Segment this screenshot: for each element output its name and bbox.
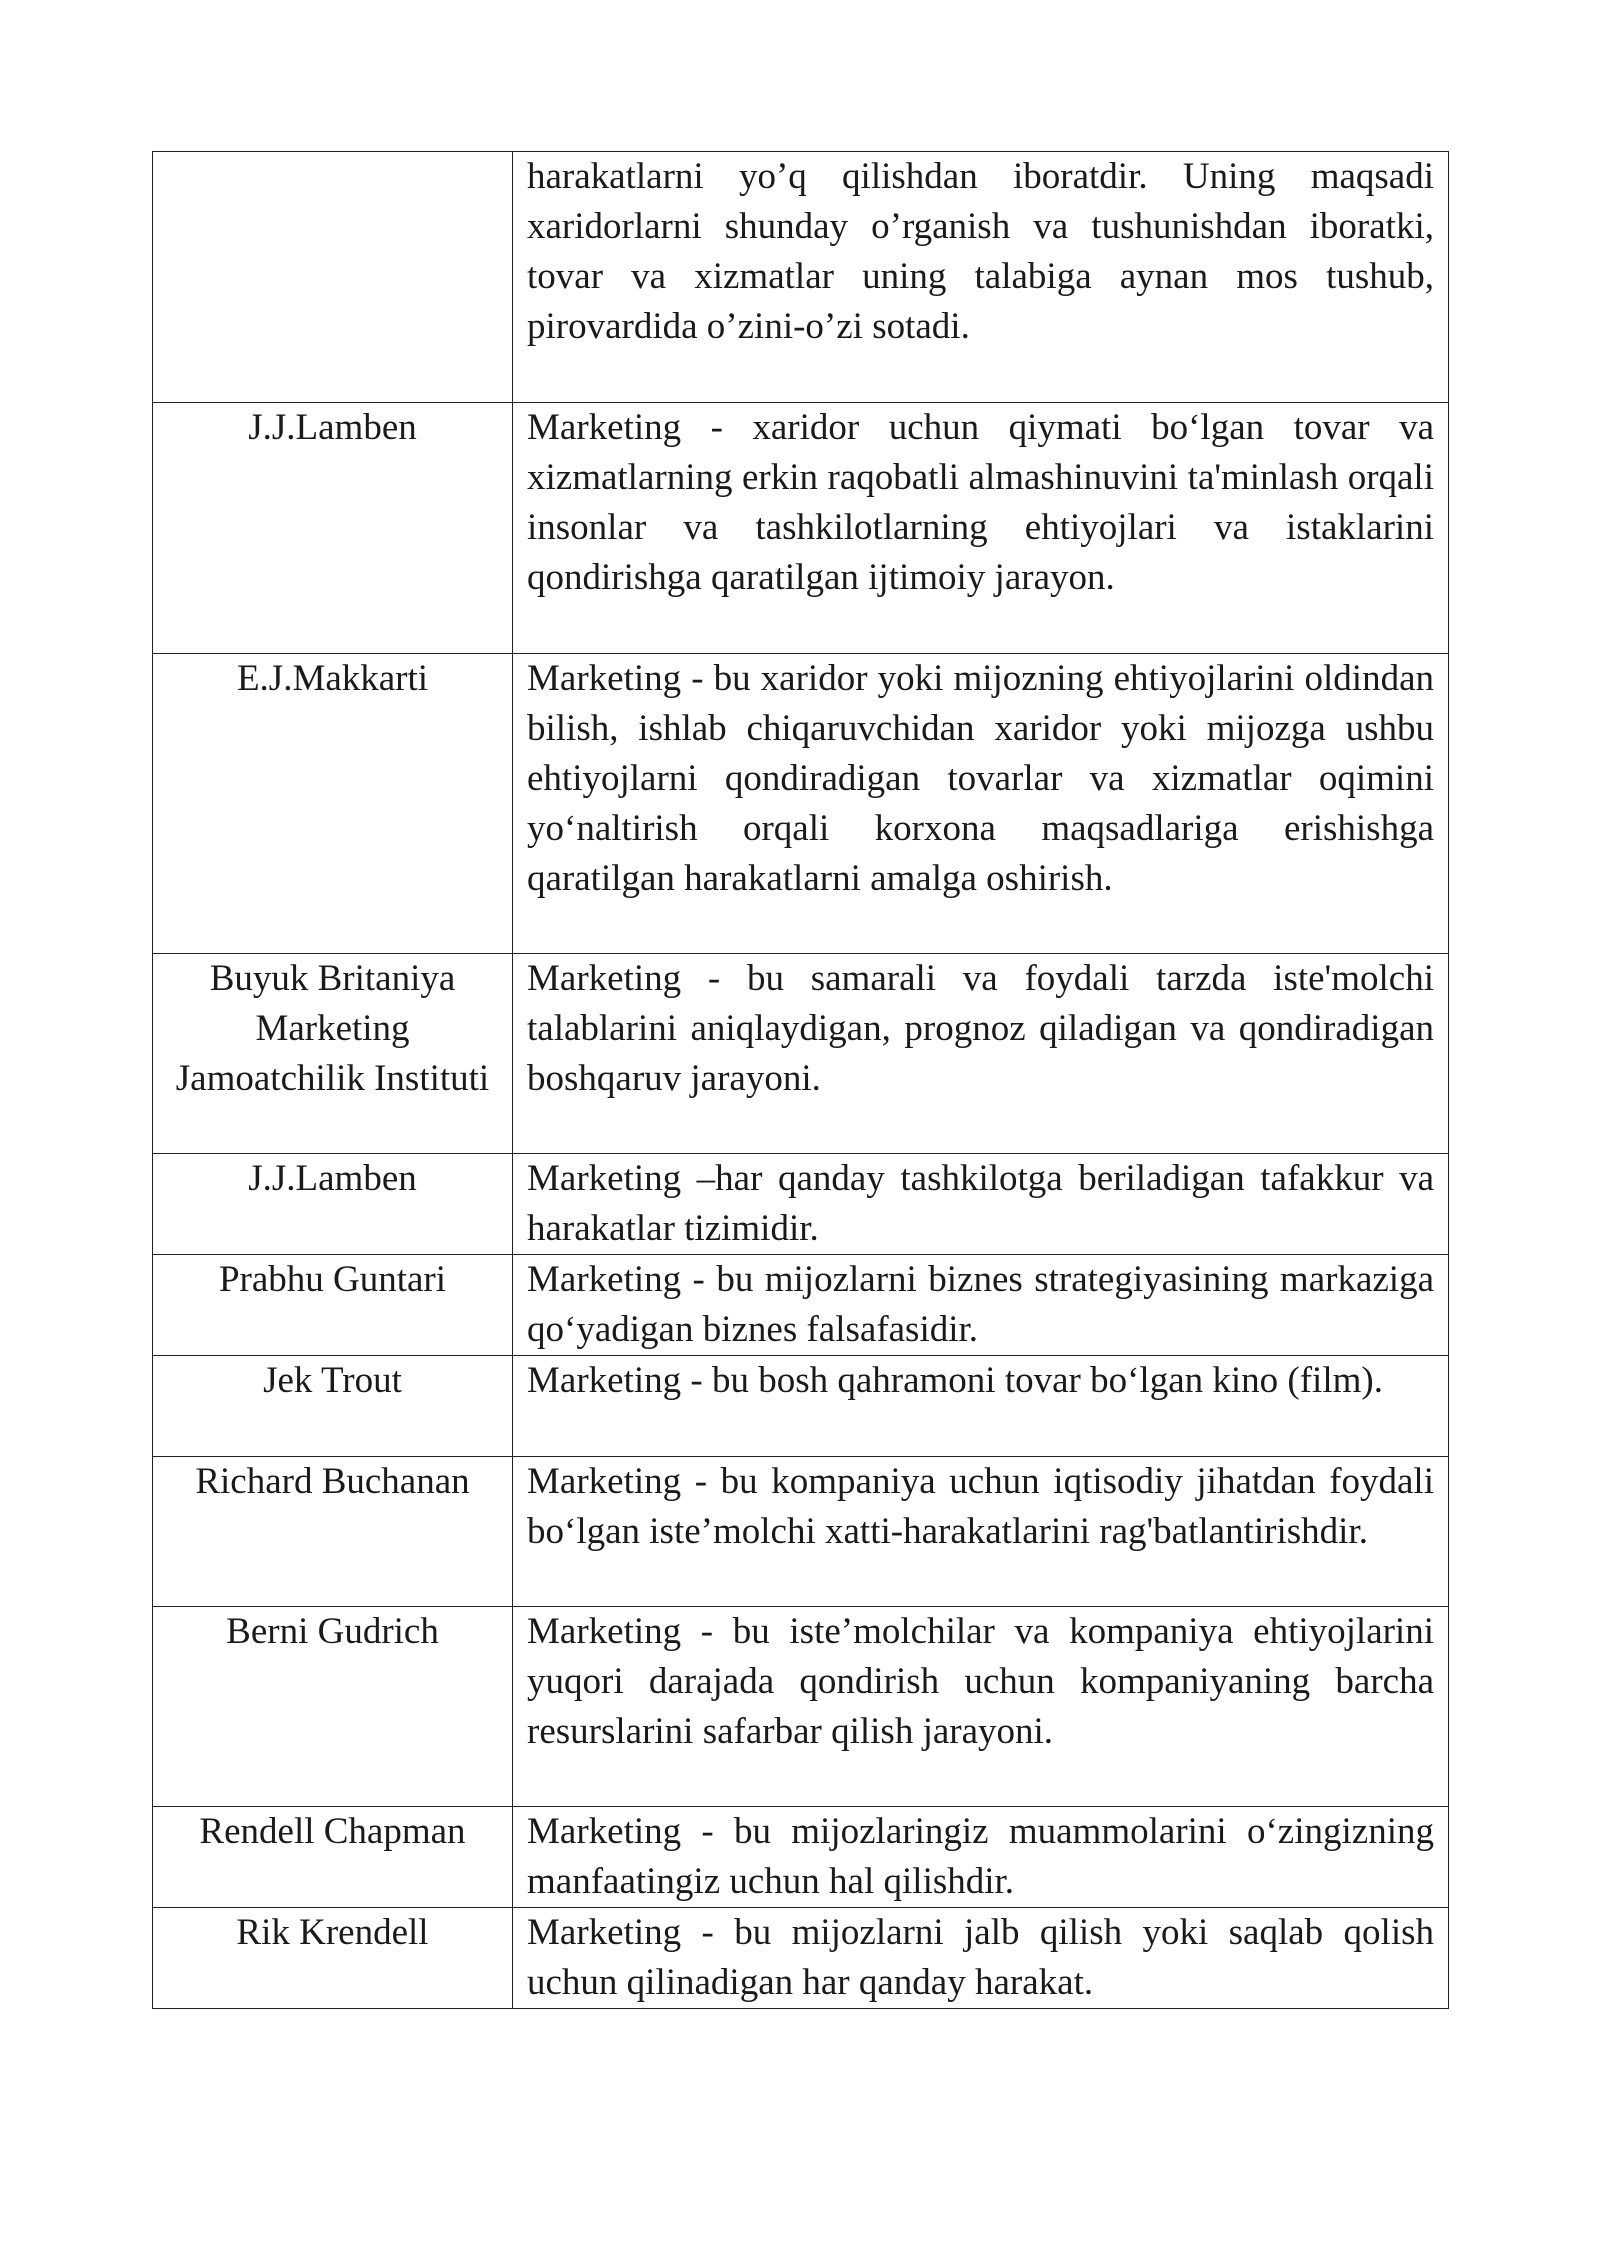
definition-cell: harakatlarni yo’q qilishdan iboratdir. Uning maqsadi xaridorlarni shunday o’rganish va tushunishdan iboratki, tovar va xizmatlar uning talabiga aynan mos tushub, pirovardida o’zini-o’zi sotadi. (513, 152, 1449, 403)
author-cell: J.J.Lamben (153, 1154, 513, 1255)
author-cell: Rik Krendell (153, 1908, 513, 2009)
table-row (153, 1154, 1449, 1255)
table-row (153, 1356, 1449, 1457)
marketing-definitions-table (152, 151, 1449, 2009)
author-cell: Buyuk Britaniya Marketing Jamoatchilik Instituti (153, 954, 513, 1154)
definition-cell: Marketing - bu bosh qahramoni tovar bo‘lgan kino (film). (513, 1356, 1449, 1457)
definition-cell: Marketing –har qanday tashkilotga beriladigan tafakkur va harakatlar tizimidir. (513, 1154, 1449, 1255)
table-row (153, 654, 1449, 954)
author-cell: Prabhu Guntari (153, 1255, 513, 1356)
definition-cell: Marketing - xaridor uchun qiymati bo‘lgan tovar va xizmatlarning erkin raqobatli almashinuvini ta'minlash orqali insonlar va tashkilotlarning ehtiyojlari va istaklarini qondirishga qaratilgan ijtimoiy jarayon. (513, 403, 1449, 654)
author-cell: Jek Trout (153, 1356, 513, 1457)
author-cell: J.J.Lamben (153, 403, 513, 654)
definition-cell: Marketing - bu iste’molchilar va kompaniya ehtiyojlarini yuqori darajada qondirish uchun kompaniyaning barcha resurslarini safarbar qilish jarayoni. (513, 1607, 1449, 1807)
table-row (153, 1255, 1449, 1356)
author-cell: Richard Buchanan (153, 1457, 513, 1607)
table-row (153, 1457, 1449, 1607)
author-cell (153, 152, 513, 403)
author-cell: E.J.Makkarti (153, 654, 513, 954)
definition-cell: Marketing - bu kompaniya uchun iqtisodiy jihatdan foydali bo‘lgan iste’molchi xatti-harakatlarini rag'batlantirishdir. (513, 1457, 1449, 1607)
table-row (153, 954, 1449, 1154)
table-row (153, 1607, 1449, 1807)
definition-cell: Marketing - bu samarali va foydali tarzda iste'molchi talablarini aniqlaydigan, prognoz qiladigan va qondiradigan boshqaruv jarayoni. (513, 954, 1449, 1154)
author-cell: Berni Gudrich (153, 1607, 513, 1807)
table-row (153, 152, 1449, 403)
table-row (153, 1807, 1449, 1908)
table-row (153, 403, 1449, 654)
definition-cell: Marketing - bu mijozlaringiz muammolarini o‘zingizning manfaatingiz uchun hal qilishdir. (513, 1807, 1449, 1908)
definition-cell: Marketing - bu xaridor yoki mijozning ehtiyojlarini oldindan bilish, ishlab chiqaruvchidan xaridor yoki mijozga ushbu ehtiyojlarni qondiradigan tovarlar va xizmatlar oqimini yo‘naltirish orqali korxona maqsadlariga erishishga qaratilgan harakatlarni amalga oshirish. (513, 654, 1449, 954)
definition-cell: Marketing - bu mijozlarni biznes strategiyasining markaziga qo‘yadigan biznes falsafasidir. (513, 1255, 1449, 1356)
author-cell: Rendell Chapman (153, 1807, 513, 1908)
table-row (153, 1908, 1449, 2009)
definition-cell: Marketing - bu mijozlarni jalb qilish yoki saqlab qolish uchun qilinadigan har qanday harakat. (513, 1908, 1449, 2009)
